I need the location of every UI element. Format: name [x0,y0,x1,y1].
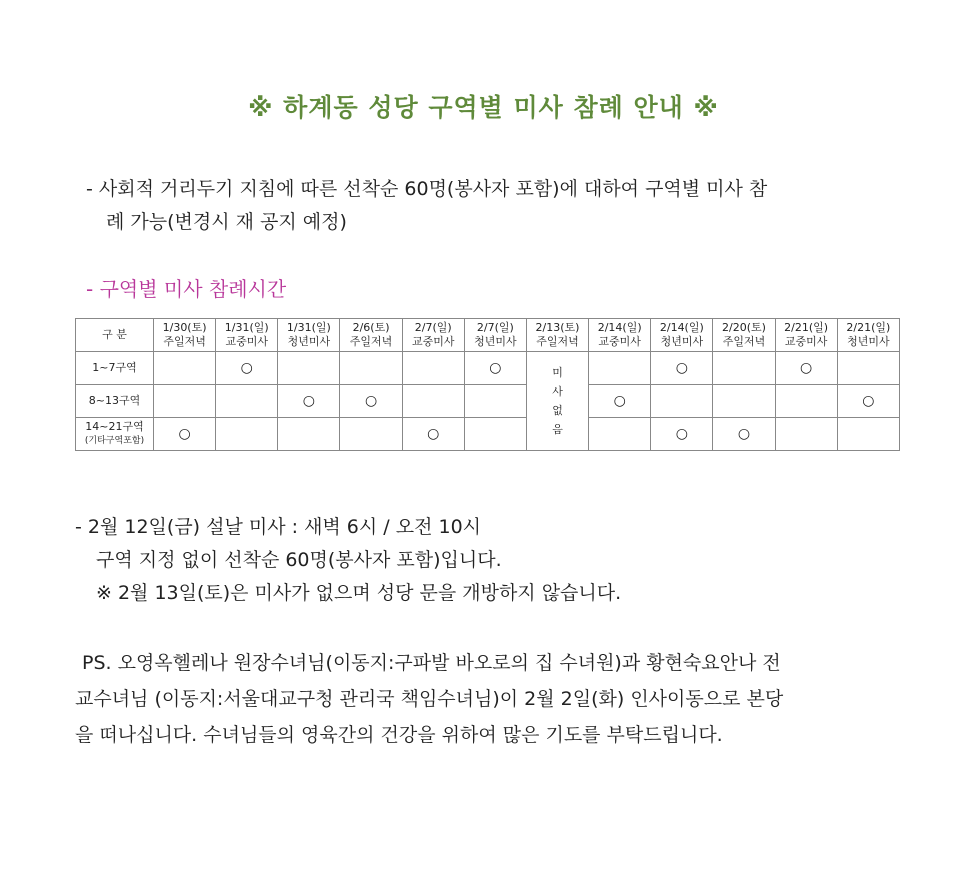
column-mass: 청년미사 [474,335,517,348]
no-mass-cell [526,352,588,451]
row-label [76,418,154,451]
table-cell [713,385,775,418]
schedule-heading: - 구역별 미사 참례시간 [86,277,287,301]
column-mass: 주일저녁 [722,335,766,348]
table-cell [464,385,526,418]
column-date: 2/7(일) [476,321,514,334]
column-header [837,319,899,352]
table-cell [775,418,837,451]
column-date: 2/20(토) [722,321,766,334]
row-label: 1~7구역 [76,352,154,385]
table-cell [278,352,340,385]
table-cell: ○ [216,352,278,385]
column-header [340,319,402,352]
table-header-row [76,319,900,352]
table-cell: ○ [589,385,651,418]
table-cell: ○ [402,418,464,451]
table-cell [216,385,278,418]
column-header [589,319,651,352]
table-cell [340,352,402,385]
table-cell: ○ [775,352,837,385]
column-mass: 교중미사 [411,335,455,348]
no-mass-char: 없 [552,404,563,417]
table-cell: ○ [154,418,216,451]
table-cell: ○ [837,385,899,418]
table-cell [837,418,899,451]
table-cell [402,352,464,385]
column-mass: 교중미사 [598,335,641,348]
column-date: 2/7(일) [414,321,452,334]
table-cell [775,385,837,418]
ps-line-3: 을 떠나십니다. 수녀님들의 영육간의 건강을 위하여 많은 기도를 부탁드립니다. [75,724,723,746]
column-date: 2/6(토) [352,321,390,334]
table-cell: ○ [464,352,526,385]
table-row [76,418,900,451]
ps-line-2: 교수녀님 (이동지:서울대교구청 관리국 책임수녀님)이 2월 2일(화) 인사이동으로 본당 [75,688,784,710]
column-mass: 청년미사 [847,335,890,348]
table-cell [589,352,651,385]
column-mass: 주일저녁 [163,335,206,348]
column-header [526,319,588,352]
table-cell [464,418,526,451]
column-date: 2/14(일) [597,321,642,334]
table-corner-cell: 구 분 [76,319,154,352]
column-date: 2/21(일) [784,321,829,334]
column-date: 2/21(일) [846,321,891,334]
table-cell [340,418,402,451]
row-label-main: 14~21구역 [85,420,144,433]
table-cell [402,385,464,418]
table-cell: ○ [651,352,713,385]
column-mass: 교중미사 [225,335,268,348]
column-header [154,319,216,352]
column-header [713,319,775,352]
row-label: 8~13구역 [76,385,154,418]
seollal-line-3: ※ 2월 13일(토)은 미사가 없으며 성당 문을 개방하지 않습니다. [96,582,622,604]
no-mass-char: 미 [552,366,563,379]
ps-line-1: PS. 오영옥헬레나 원장수녀님(이동지:구파발 바오로의 집 수녀원)과 황현숙요안나 전 [82,652,781,674]
column-header [278,319,340,352]
seollal-line-2: 구역 지정 없이 선착순 60명(봉사자 포함)입니다. [96,549,502,571]
column-header [216,319,278,352]
table-cell [589,418,651,451]
column-date: 2/13(토) [535,321,580,334]
table-cell: ○ [713,418,775,451]
notice-line-1: - 사회적 거리두기 지침에 따른 선착순 60명(봉사자 포함)에 대하여 구역별 미사 참 [86,178,768,200]
column-date: 1/30(토) [162,321,207,334]
no-mass-char: 사 [552,385,563,398]
table-cell [216,418,278,451]
notice-line-2: 례 가능(변경시 재 공지 예정) [106,211,347,233]
column-header [464,319,526,352]
seollal-line-1: - 2월 12일(금) 설날 미사 : 새벽 6시 / 오전 10시 [75,516,482,538]
column-mass: 주일저녁 [349,335,393,348]
column-mass: 주일저녁 [536,335,579,348]
table-cell [154,352,216,385]
page-title: ※ 하계동 성당 구역별 미사 참례 안내 ※ [248,93,719,122]
column-header [651,319,713,352]
row-label-sub: (기타구역포함) [84,436,145,446]
table-cell [154,385,216,418]
table-cell [713,352,775,385]
table-cell [837,352,899,385]
table-cell: ○ [651,418,713,451]
column-date: 1/31(일) [224,321,269,334]
column-mass: 청년미사 [287,335,331,348]
column-header [402,319,464,352]
table-cell [278,418,340,451]
table-cell: ○ [278,385,340,418]
no-mass-char: 음 [552,423,563,436]
table-cell: ○ [340,385,402,418]
column-mass: 교중미사 [784,335,828,348]
column-date: 1/31(일) [286,321,331,334]
column-date: 2/14(일) [659,321,704,334]
table-cell [651,385,713,418]
table-row [76,385,900,418]
column-header [775,319,837,352]
table-row [76,352,900,385]
column-mass: 청년미사 [660,335,704,348]
schedule-table [75,318,900,451]
